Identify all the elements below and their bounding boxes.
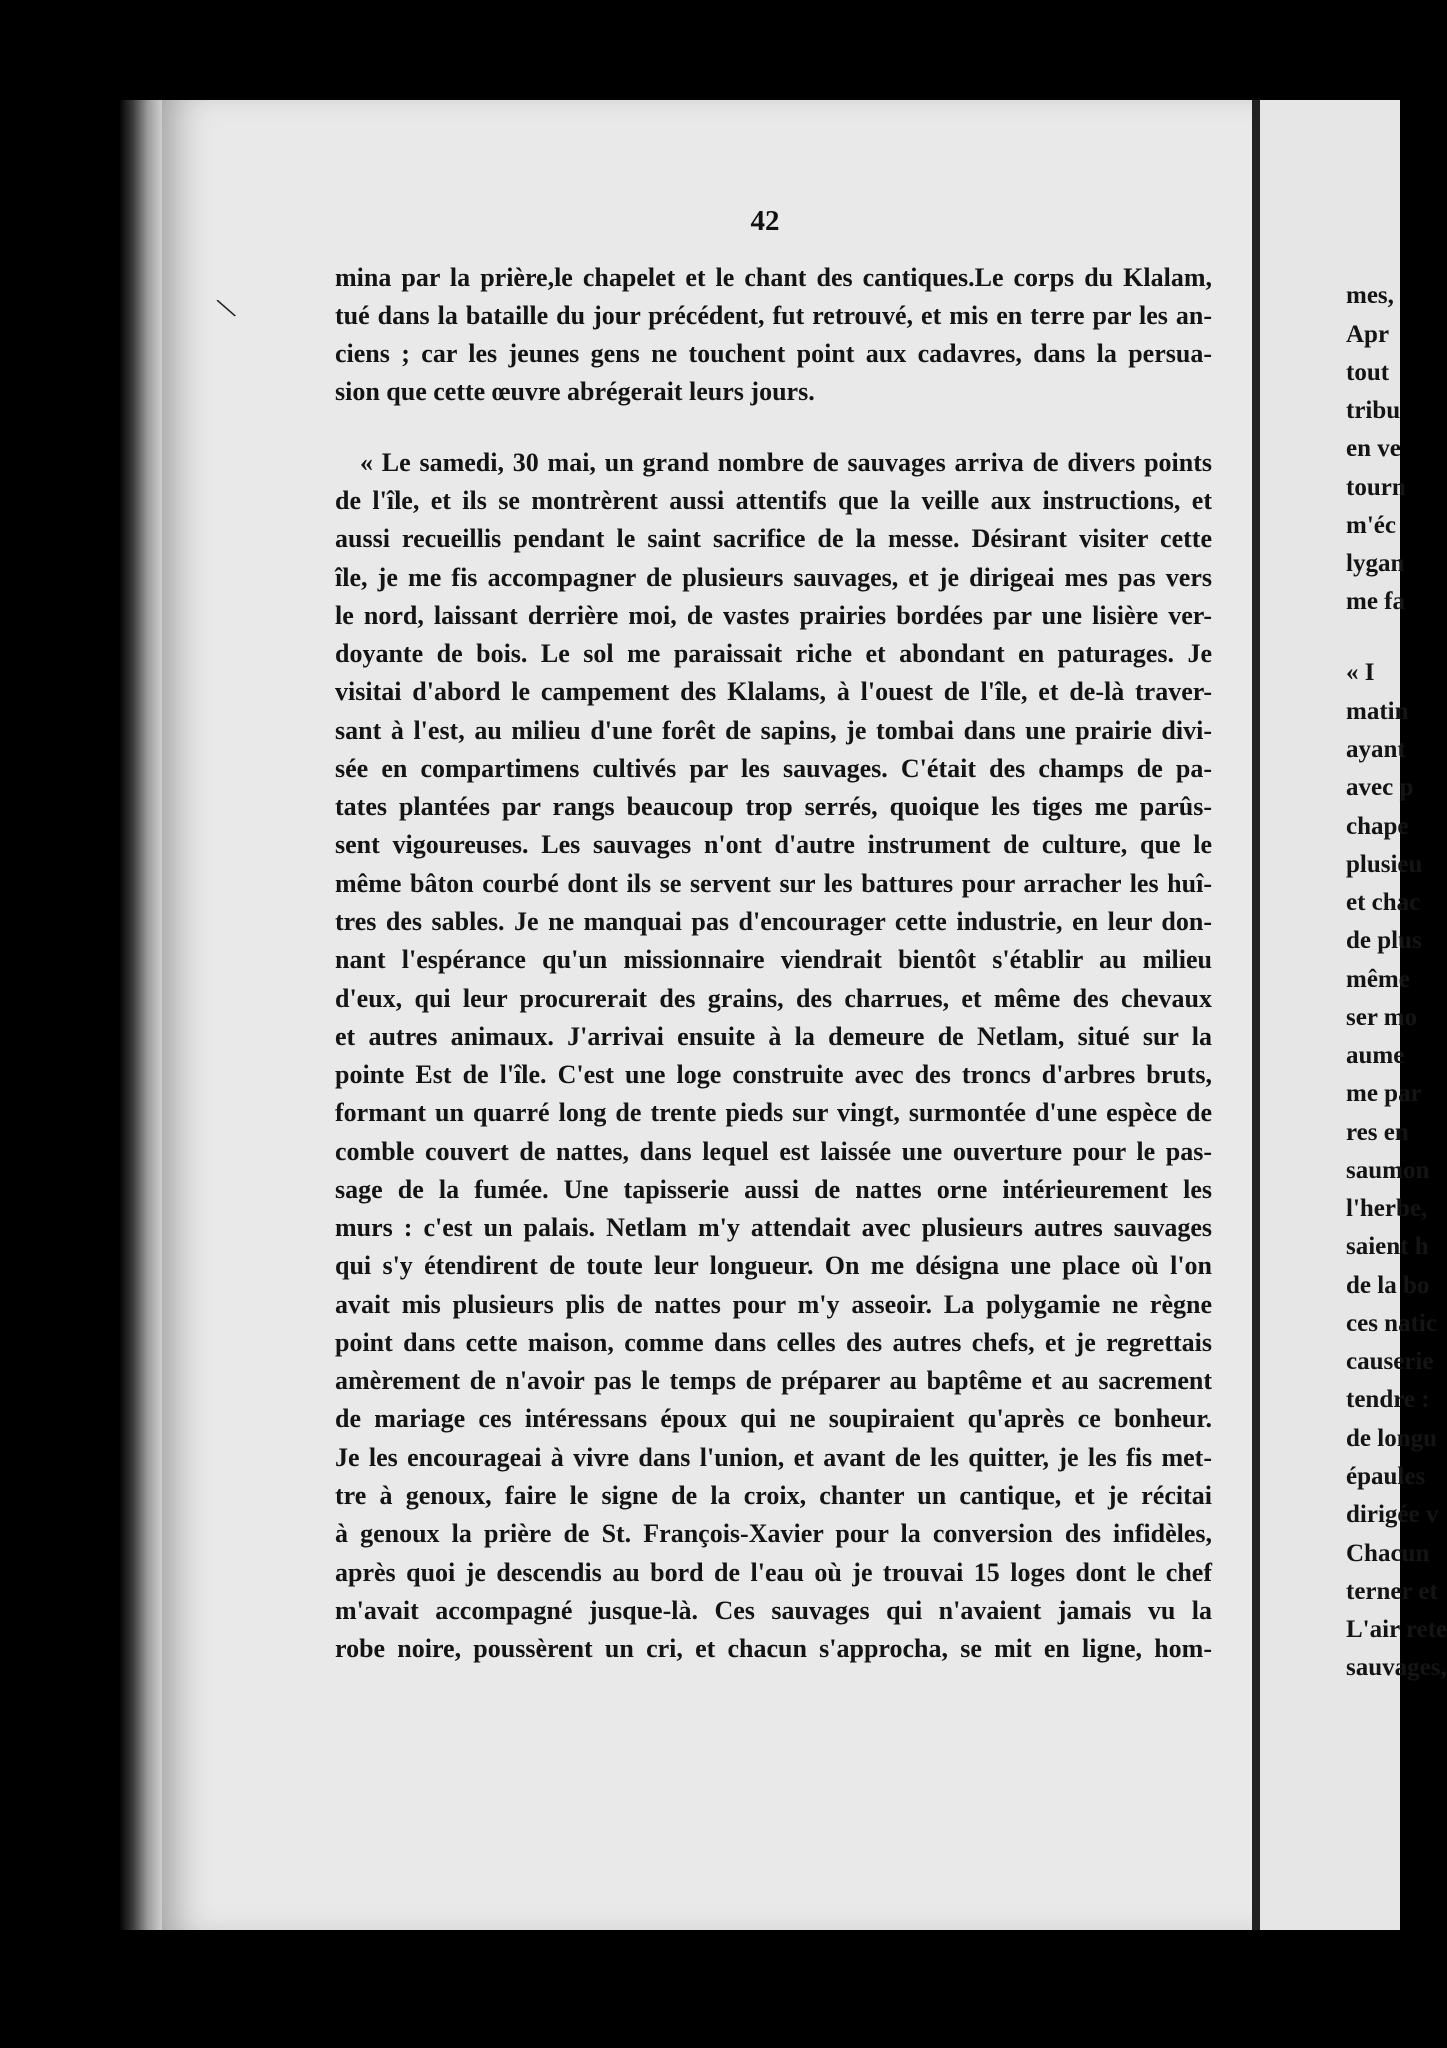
text-line: sant à l'est, au milieu d'une forêt de sapins, je tombai dans une prairie divi-: [335, 716, 1212, 745]
text-line: tates plantées par rangs beaucoup trop serrés, quoique les tiges me parûs-: [335, 792, 1212, 821]
text-line: sauvages,: [1346, 1654, 1447, 1681]
text-line: Je les encourageai à vivre dans l'union, et avant de les quitter, je les fis met-: [335, 1443, 1212, 1472]
text-line: et autres animaux. J'arrivai ensuite à la demeure de Netlam, situé sur la: [335, 1022, 1212, 1051]
text-line: le nord, laissant derrière moi, de vastes prairies bordées par une lisière ver-: [335, 601, 1212, 630]
text-line: pointe Est de l'île. C'est une loge construite avec des troncs d'arbres bruts,: [335, 1060, 1212, 1089]
text-line: mes,: [1346, 282, 1394, 309]
page-number: 42: [750, 205, 780, 237]
text-line: tre à genoux, faire le signe de la croix, chanter un cantique, et je récitai: [335, 1481, 1212, 1510]
text-line: ciens ; car les jeunes gens ne touchent point aux cadavres, dans la persua-: [335, 339, 1212, 368]
text-line: à genoux la prière de St. François-Xavier pour la conversion des infidèles,: [335, 1519, 1212, 1548]
text-line: après quoi je descendis au bord de l'eau où je trouvai 15 loges dont le chef: [335, 1558, 1212, 1587]
text-line: tres des sables. Je ne manquai pas d'encourager cette industrie, en leur don-: [335, 907, 1212, 936]
text-line: comble couvert de nattes, dans lequel est laissée une ouverture pour le pas-: [335, 1137, 1212, 1166]
text-line: L'air rete: [1346, 1616, 1447, 1643]
text-line: île, je me fis accompagner de plusieurs sauvages, et je dirigeai mes pas vers: [335, 563, 1212, 592]
text-line: de l'île, et ils se montrèrent aussi attentifs que la veille aux instructions, et: [335, 486, 1212, 515]
text-line: ser mo: [1346, 1004, 1418, 1031]
text-line: ces natic: [1346, 1310, 1437, 1337]
text-line: chape: [1346, 813, 1409, 840]
text-line: matin: [1346, 698, 1409, 725]
text-line: me par: [1346, 1080, 1422, 1107]
text-line: qui s'y étendirent de toute leur longueur. On me désigna une place où l'on: [335, 1251, 1212, 1280]
text-line: sion que cette œuvre abrégerait leurs jours.: [335, 377, 815, 406]
text-line: terner et: [1346, 1578, 1438, 1605]
text-line: tendre :: [1346, 1386, 1430, 1413]
text-line: même bâton courbé dont ils se servent sur les battures pour arracher les huî-: [335, 869, 1212, 898]
text-line: l'herbe,: [1346, 1195, 1428, 1222]
text-line: sée en compartimens cultivés par les sauvages. C'était des champs de pa-: [335, 754, 1212, 783]
text-line: aussi recueillis pendant le saint sacrifice de la messe. Désirant visiter cette: [335, 524, 1212, 553]
text-line: doyante de bois. Le sol me paraissait riche et abondant en paturages. Je: [335, 639, 1212, 668]
text-line: nant l'espérance qu'un missionnaire viendrait bientôt s'établir au milieu: [335, 945, 1212, 974]
text-line: saumon: [1346, 1157, 1430, 1184]
text-line: lygan: [1346, 550, 1405, 577]
text-line: res en: [1346, 1119, 1409, 1146]
text-line: causerie: [1346, 1348, 1434, 1375]
text-line: en ve: [1346, 435, 1401, 462]
text-line: tué dans la bataille du jour précédent, fut retrouvé, et mis en terre par les an-: [335, 301, 1212, 330]
page-gutter: [1252, 100, 1260, 1930]
text-line: d'eux, qui leur procurerait des grains, des charrues, et même des chevaux: [335, 984, 1212, 1013]
text-line: m'avait accompagné jusque-là. Ces sauvages qui n'avaient jamais vu la: [335, 1596, 1212, 1625]
margin-mark: \: [213, 290, 240, 327]
text-line: sage de la fumée. Une tapisserie aussi de nattes orne intérieurement les: [335, 1175, 1212, 1204]
text-line: mina par la prière,le chapelet et le chant des cantiques.Le corps du Klalam,: [335, 263, 1212, 292]
text-line: saient h: [1346, 1233, 1429, 1260]
text-line: plusieu: [1346, 851, 1423, 878]
text-line: murs : c'est un palais. Netlam m'y attendait avec plusieurs autres sauvages: [335, 1213, 1212, 1242]
text-line: de la bo: [1346, 1272, 1430, 1299]
text-line: épaules: [1346, 1463, 1426, 1490]
text-line: visitai d'abord le campement des Klalams, à l'ouest de l'île, et de-là traver-: [335, 677, 1212, 706]
text-line: de mariage ces intéressans époux qui ne soupiraient qu'après ce bonheur.: [335, 1404, 1212, 1433]
text-line: et chac: [1346, 889, 1421, 916]
text-line: formant un quarré long de trente pieds sur vingt, surmontée d'une espèce de: [335, 1098, 1212, 1127]
text-line: sent vigoureuses. Les sauvages n'ont d'autre instrument de culture, que le: [335, 830, 1212, 859]
text-line: « Le samedi, 30 mai, un grand nombre de sauvages arriva de divers points: [360, 448, 1212, 477]
text-line: dirigée v: [1346, 1501, 1439, 1528]
text-line: tourn: [1346, 474, 1406, 501]
text-line: robe noire, poussèrent un cri, et chacun s'approcha, se mit en ligne, hom-: [335, 1634, 1212, 1663]
text-line: avec p: [1346, 774, 1414, 801]
text-line: m'éc: [1346, 512, 1396, 539]
text-line: me fa: [1346, 588, 1405, 615]
text-line: de plus: [1346, 927, 1422, 954]
text-line: tribu: [1346, 397, 1401, 424]
text-line: Apr: [1346, 321, 1390, 348]
text-line: avait mis plusieurs plis de nattes pour m'y asseoir. La polygamie ne règne: [335, 1290, 1212, 1319]
text-line: tout: [1346, 359, 1390, 386]
text-line: ayant: [1346, 736, 1406, 763]
text-line: aume: [1346, 1042, 1405, 1069]
text-line: même: [1346, 966, 1410, 993]
text-line: de longu: [1346, 1425, 1438, 1452]
text-line: « I: [1346, 659, 1375, 686]
text-line: Chacun: [1346, 1540, 1430, 1567]
text-line: point dans cette maison, comme dans celles des autres chefs, et je regrettais: [335, 1328, 1212, 1357]
text-line: amèrement de n'avoir pas le temps de préparer au baptême et au sacrement: [335, 1366, 1212, 1395]
